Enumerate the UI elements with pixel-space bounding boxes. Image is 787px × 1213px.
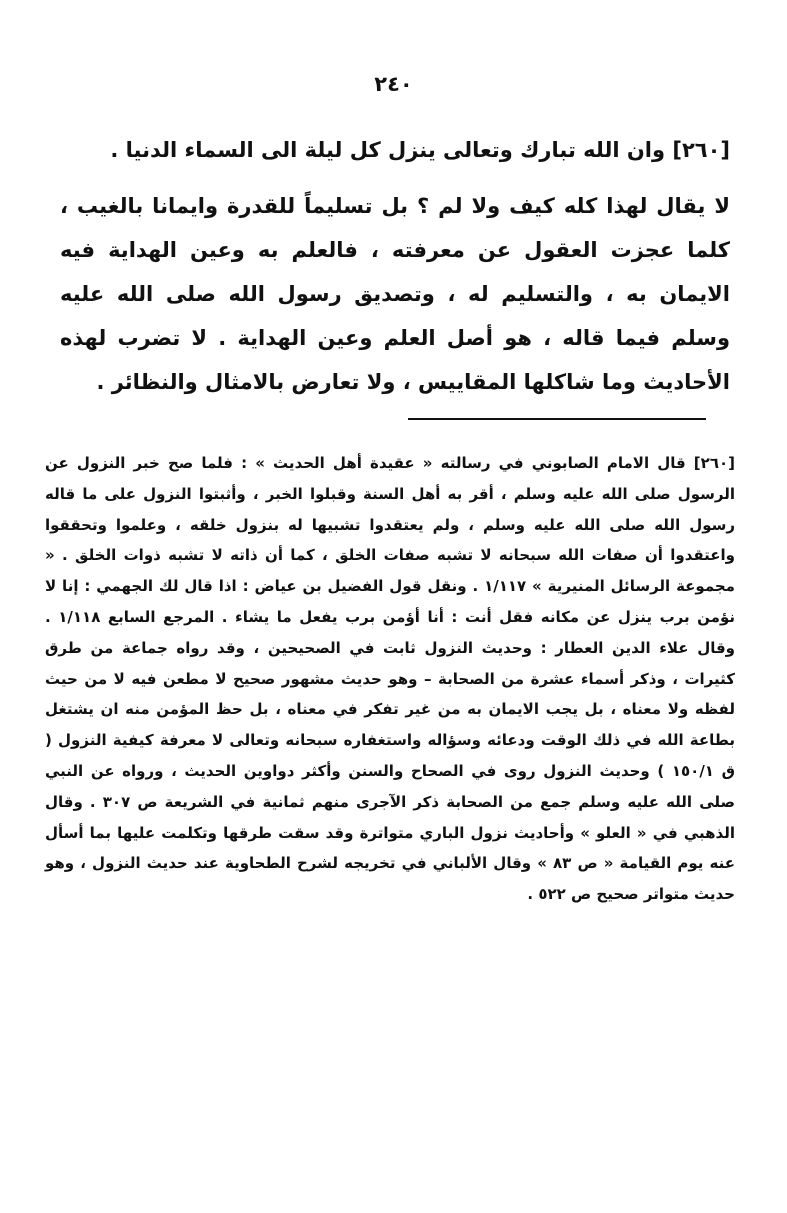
page-number: ٢٤٠: [374, 72, 413, 96]
footnote-text: [٢٦٠] قال الامام الصابوني في رسالته « عقيدة أهل الحديث » : فلما صح خبر النزول عن الرسول صلى الله عليه وسلم ، أقر به أهل السنة وقبلوا الخبر ، وأثبتوا النزول على ما قاله رسول الله صلى الله عليه وسلم ، ولم يعتقدوا تشبيها له بنزول خلقه ، وعلموا وتحققوا واعتقدوا أن صفات الله سبحانه لا تشبه صفات الخلق ، كما أن ذاته لا تشبه ذوات الخلق . « مجموعة الرسائل المنيرية » ١/١١٧ . ونقل قول الفضيل بن عياض : اذا قال لك الجهمي : إنا لا نؤمن برب ينزل عن مكانه فقل أنت : أنا أؤمن برب يفعل ما يشاء . المرجع السابع ١/١١٨ . وقال علاء الدين العطار : وحديث النزول ثابت في الصحيحين ، وقد رواه جماعة من طرق كثيرات ، وذكر أسماء عشرة من الصحابة – وهو حديث مشهور صحيح لا مطعن فيه لا من حيث لفظه ولا معناه ، بل يجب الايمان به من غير تفكر في معناه ، بل حظ المؤمن منه ان يشتغل بطاعة الله في ذلك الوقت ودعائه وسؤاله واستغفاره سبحانه وتعالى لا معرفة كيفية النزول ( ق ١٥٠/١ ) وحديث النزول روى في الصحاح والسنن وأكثر دواوين الحديث ، ورواه عن النبي صلى الله عليه وسلم جمع من الصحابة ذكر الآجرى منهم ثمانية في الشريعة ص ٣٠٧ . وقال الذهبي في « العلو » وأحاديث نزول الباري متواترة وقد سقت طرقها وتكلمت عليها بما أسأل عنه يوم القيامة « ص ٨٣ » وقال الألباني في تخريجه لشرح الطحاوية عند حديث النزول ، وهو حديث متواتر صحيح ص ٥٢٢ .: [45, 454, 736, 904]
main-text: [60, 128, 730, 404]
footnote-divider: [408, 418, 706, 420]
body-paragraph: لا يقال لهذا كله كيف ولا لم ؟ بل تسليماً للقدرة وايمانا بالغيب ، كلما عجزت العقول عن معرفته ، فالعلم به وعين الهداية فيه الايمان به ، والتسليم له ، وتصديق رسول الله صلى الله عليه وسلم فيما قاله ، هو أصل العلم وعين الهداية . لا تضرب لهذه الأحاديث وما شاكلها المقاييس ، ولا تعارض بالامثال والنظائر .: [60, 194, 730, 394]
section-heading: [٢٦٠] وان الله تبارك وتعالى ينزل كل ليلة الى السماء الدنيا .: [110, 138, 730, 162]
footnote: [45, 448, 735, 910]
